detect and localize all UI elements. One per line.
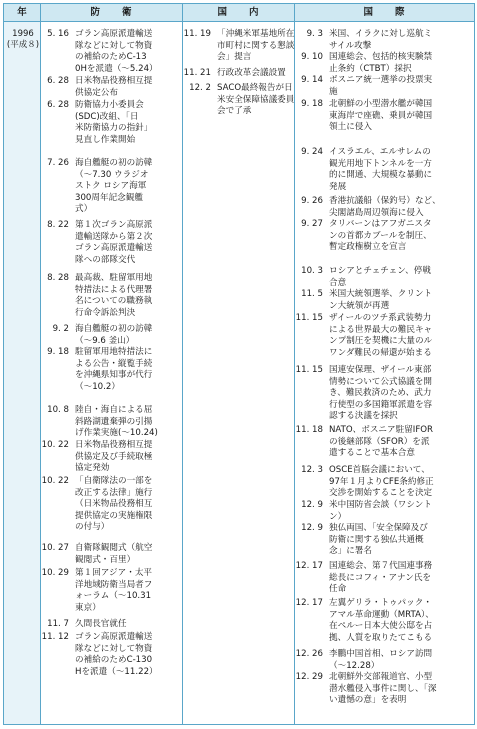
- entry-date: 10. 8: [47, 405, 69, 415]
- entry-date: 11. 18: [295, 425, 323, 435]
- entry-date: 12. 9: [301, 500, 323, 510]
- entry-date: 9. 10: [301, 52, 323, 62]
- entry-text: 国連安保理、ザイール東部 情勢について公式協議を開 き、難民救済のため、武力 行使型の多国籍軍派遣を容 認する決議を採択: [329, 365, 433, 422]
- entry-date: 11. 15: [295, 365, 323, 375]
- entry-text: 久間長官就任: [75, 619, 127, 629]
- entry-date: 5. 16: [47, 29, 69, 39]
- entry-date: 9. 24: [301, 147, 323, 157]
- entry-date: 8. 22: [47, 220, 69, 230]
- entry-text: 北朝鮮の小型潜水艦が韓国 東海岸で座礁、乗員が韓国 領土に侵入: [329, 99, 433, 133]
- entry-date: 12. 17: [295, 598, 323, 608]
- entry-text: 国連総会、第７代国連事務 総長にコフィ・アナン氏を 任命: [329, 561, 433, 595]
- entry-text: 最高裁、駐留軍用地 特措法による代理署 名についての職務執 行命令訴訟判決: [75, 273, 153, 318]
- entry-text: 国連総会、包括的核実験禁 止条約（CTBT）採択: [329, 52, 433, 74]
- entry-date: 9. 18: [301, 99, 323, 109]
- entry-text: タリバーンはアフガニスタ ンの首都カブールを制圧、 暫定政権樹立を宣言: [329, 219, 432, 253]
- entry-text: 北朝鮮外交部報道官、小型 潜水艦侵入事件に関し、「深 い遺憾の意」を表明: [329, 672, 437, 706]
- entry-date: 6. 28: [47, 100, 69, 110]
- year-label: 1996 (平成８): [6, 29, 40, 50]
- entry-text: 行政改革会議設置: [217, 68, 286, 78]
- entry-text: SACO最終報告が日 米安全保障協議委員 会で了承: [217, 83, 295, 117]
- entry-text: OSCE首脳会議において、 97年１月よりCFE条約修正 交渉を開始することを決定: [329, 465, 434, 499]
- entry-text: 日米物品役務相互提 供協定公布: [75, 76, 153, 98]
- entry-date: 11. 12: [41, 632, 69, 642]
- entry-date: 11. 7: [47, 619, 69, 629]
- entry-text: 香港抗議船（保釣号）など、 尖閣諸島周辺領海に侵入: [329, 196, 441, 218]
- entry-date: 9. 27: [301, 219, 323, 229]
- year-column: [4, 22, 40, 724]
- entry-text: ゴラン高原派遣輸送 隊などに対して物資 の補給のためC-130 Hを派遣（〜11.22）: [75, 632, 158, 677]
- header-defense: 防衛: [40, 4, 182, 22]
- entry-date: 6. 28: [47, 76, 69, 86]
- entry-text: 海自艦艇の初の訪韓 （〜9.6 釜山）: [75, 324, 153, 346]
- header-domestic: 国内: [182, 4, 294, 22]
- entry-date: 12. 17: [295, 561, 323, 571]
- entry-text: 「自衛隊法の一部を 改正する法律」施行 （日米物品役務相互 提供協定の実施権限 の付与）: [75, 476, 153, 533]
- entry-date: 9. 26: [301, 196, 323, 206]
- entry-text: イスラエル、エルサレムの 観光用地下トンネルを一方 的に開通、大規模な暴動に 発展: [329, 147, 433, 192]
- entry-date: 11. 15: [295, 313, 323, 323]
- entry-date: 9. 18: [47, 347, 69, 357]
- entry-text: ザイールのツチ系武装勢力 による世界最大の難民キャ ンプ制圧を契機に大量のル ワンダ難民の帰還が始まる: [329, 313, 433, 358]
- entry-text: 李鵬中国首相、ロシア訪問 （〜12.28）: [329, 649, 433, 671]
- entry-date: 11. 21: [183, 68, 211, 78]
- entry-text: ゴラン高原派遣輸送 隊などに対して物資 の補給のためC-13 0Hを派遣（〜5.24）: [75, 29, 158, 74]
- column-divider: [182, 4, 183, 724]
- entry-text: 海自艦艇の初の訪韓 （〜7.30 ウラジオ ストク ロシア海軍 300周年記念観艦 式）: [75, 158, 153, 215]
- entry-date: 9. 2: [52, 324, 69, 334]
- chronology-table: [3, 3, 475, 725]
- entry-date: 12. 2: [189, 83, 211, 93]
- entry-date: 12. 29: [295, 672, 323, 682]
- entry-date: 9. 3: [306, 29, 323, 39]
- entry-date: 10. 3: [301, 266, 323, 276]
- entry-date: 10. 22: [41, 476, 69, 486]
- entry-text: 第１次ゴラン高原派 遣輸送隊から第２次 ゴラン高原派遣輸送 隊への部隊交代: [75, 220, 153, 265]
- header-year: 年: [4, 4, 40, 22]
- entry-date: 10. 22: [41, 440, 69, 450]
- entry-text: 米国、イラクに対し巡航ミ サイル攻撃: [329, 29, 433, 51]
- entry-text: 「沖縄米軍基地所在 市町村に関する懇談 会」提言: [217, 29, 295, 63]
- entry-date: 9. 14: [301, 75, 323, 85]
- entry-text: 左翼ゲリラ・トゥパック・ アマル革命運動（MRTA）、 在ペルー日本大使公邸を占 拠、人質を取りたてこもる: [329, 598, 434, 643]
- entry-text: 米中国防省会談（ワシント ン）: [329, 500, 432, 522]
- entry-date: 12. 9: [301, 523, 323, 533]
- entry-text: 独仏両国、「安全保障及び 防衛に関する独仏共通概 念」に署名: [329, 523, 428, 557]
- entry-date: 11. 5: [301, 289, 323, 299]
- entry-text: 米国大統領選挙、クリント ン大統領が再選: [329, 289, 433, 311]
- entry-text: 日米物品役務相互提 供協定及び手続取極 協定発効: [75, 440, 153, 474]
- entry-text: ロシアとチェチェン、停戦 合意: [329, 266, 431, 288]
- entry-date: 10. 29: [41, 568, 69, 578]
- column-divider: [40, 4, 41, 724]
- entry-text: 第１回アジア・太平 洋地域防衛当局者フ ォーラム（〜10.31 東京）: [75, 568, 153, 613]
- entry-text: 駐留軍用地特措法に よる公告・縦覧手続 を沖縄県知事が代行 （〜10.2）: [75, 347, 153, 392]
- entry-text: 自衛隊観閲式（航空 観閲式・百里）: [75, 543, 153, 565]
- header-international: 国際: [294, 4, 474, 22]
- entry-text: NATO、ボスニア駐留IFOR の後継部隊（SFOR）を派 遣することで基本合意: [329, 425, 434, 459]
- entry-date: 12. 3: [301, 465, 323, 475]
- entry-text: 陸自・海自による屈 斜路湖遺棄弾の引揚 げ作業実施(〜10.24): [75, 405, 158, 439]
- entry-text: 防衛協力小委員会 (SDC)改組、「日 米防衛協力の指針」 見直し作業開始: [75, 100, 153, 145]
- entry-date: 11. 19: [183, 29, 211, 39]
- entry-date: 12. 26: [295, 649, 323, 659]
- entry-date: 8. 28: [47, 273, 69, 283]
- entry-date: 10. 27: [41, 543, 69, 553]
- entry-date: 7. 26: [47, 158, 69, 168]
- entry-text: ボスニア統一選挙の投票実 施: [329, 75, 433, 97]
